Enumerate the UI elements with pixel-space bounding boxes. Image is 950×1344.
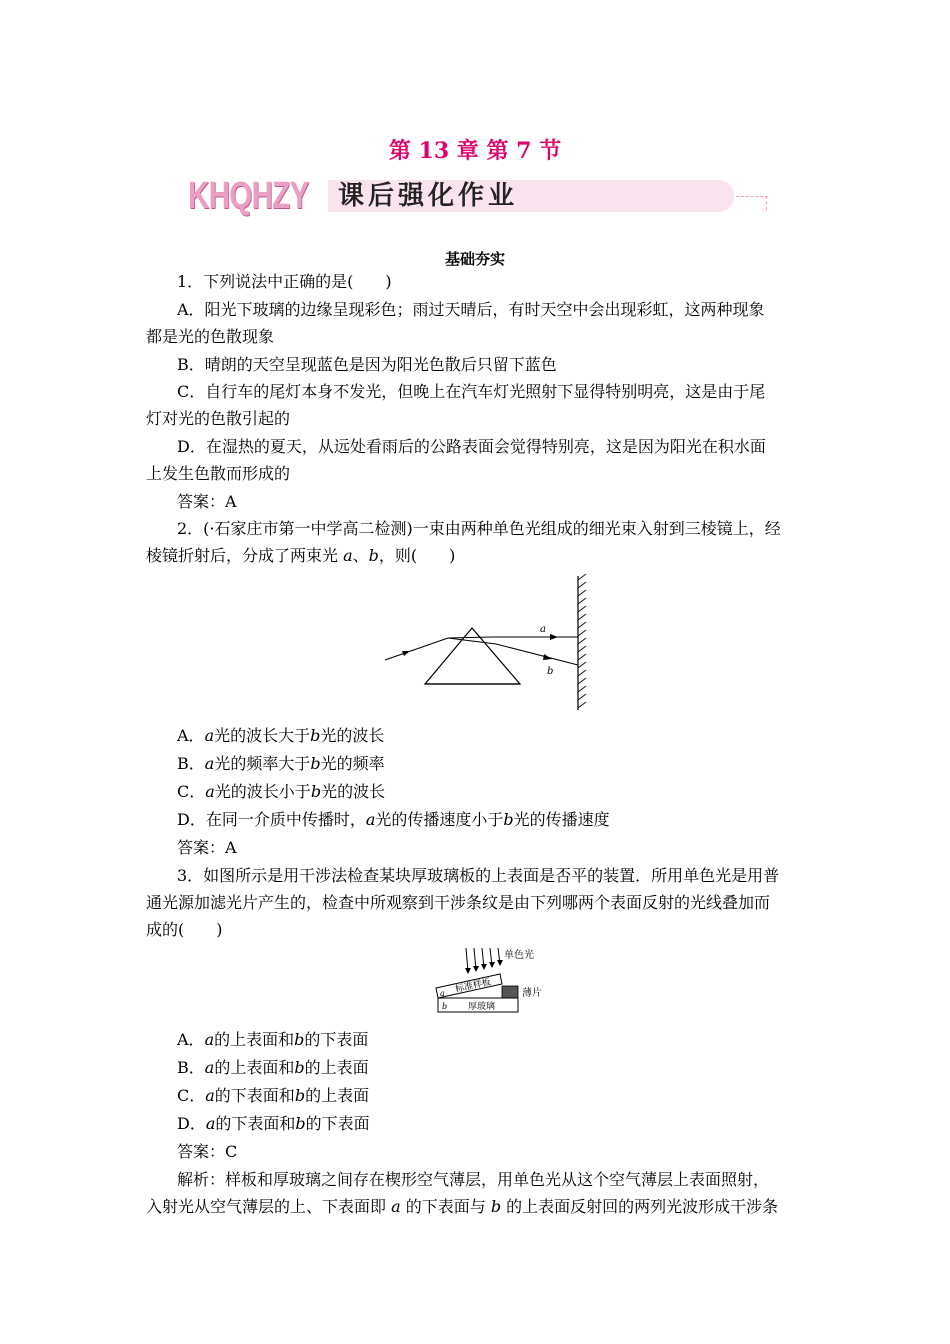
page-title: 第 13 章 第 7 节: [388, 138, 562, 164]
q2-answer: 答案：A: [177, 838, 237, 857]
ray-b-arrow: [543, 654, 552, 660]
q2-stem: 2．(·石家庄市第一中学高二检测)一束由两种单色光组成的细光束入射到三棱镜上，经: [177, 519, 781, 538]
q2-stem-sep: 、: [352, 546, 369, 565]
fig-sample-label: 标准样板: [454, 977, 492, 995]
ray-inside-a: [448, 637, 492, 638]
var-b: b: [490, 1197, 502, 1216]
q1-option-d-cont: 上发生色散而形成的: [146, 464, 291, 483]
q2-option-b: [177, 754, 385, 774]
fig-light-label: 单色光: [504, 950, 534, 961]
var-b: b: [368, 546, 379, 565]
q3-stem-cont: 通光源加滤光片产生的，检查中所观察到干涉条纹是由下列哪两个表面反射的光线叠加而: [146, 893, 771, 912]
option-text: 的下表面: [305, 1114, 370, 1133]
ray-inside-b: [448, 638, 496, 644]
prism-diagram: [380, 574, 596, 714]
q3-answer: 答案：C: [177, 1142, 238, 1161]
option-text: 光的传播速度小于: [375, 810, 504, 829]
explanation-text: 的上表面反射回的两列光波形成干涉条: [501, 1197, 779, 1216]
var-b: b: [503, 810, 514, 829]
option-text: 光的传播速度: [513, 810, 610, 829]
ray-b: [496, 644, 578, 665]
var-b: b: [294, 1086, 306, 1105]
q1-option-c-cont: 灯对光的色散引起的: [146, 409, 291, 428]
var-a: a: [205, 782, 215, 801]
light-arrowheads: [465, 960, 503, 974]
option-text: 的上表面和: [214, 1058, 295, 1077]
option-text: 的下表面和: [214, 1086, 295, 1105]
option-text: 光的频率: [320, 754, 385, 773]
option-text: D．在同一介质中传播时，: [177, 810, 366, 829]
var-b: b: [294, 1030, 305, 1049]
var-b: b: [310, 754, 321, 773]
fig-shim-label: 薄片: [522, 988, 542, 999]
option-letter: D．: [177, 1114, 206, 1133]
option-letter: C．: [177, 782, 206, 801]
incident-ray: [385, 638, 448, 660]
explanation-text: 样板和厚玻璃之间存在楔形空气薄层，用单色光从这个空气薄层上表面照射，: [225, 1170, 770, 1189]
q2-option-a: [177, 726, 384, 746]
q1-answer: 答案：A: [177, 492, 237, 511]
q1-option-a-cont: 都是光的色散现象: [146, 327, 275, 346]
q1-option-c: C．自行车的尾灯本身不发光，但晚上在汽车灯光照射下显得特别明亮，这是由于尾: [177, 382, 766, 401]
banner-logo: KHQHZY: [188, 175, 309, 217]
screen-hatching: [578, 574, 586, 708]
var-a: a: [205, 1114, 216, 1133]
var-b: b: [295, 1114, 306, 1133]
light-arrows: [466, 948, 500, 972]
fig-glass-label: 厚玻璃: [468, 1002, 496, 1012]
option-text: 光的频率大于: [214, 754, 311, 773]
option-text: 光的波长小于: [214, 782, 311, 801]
section-heading: 基础夯实: [444, 250, 505, 268]
option-letter: A．: [177, 726, 205, 745]
option-letter: B．: [177, 754, 205, 773]
q2-stem-tail: ，则( ): [378, 546, 456, 565]
option-text: 光的波长大于: [214, 726, 311, 745]
var-a: a: [365, 810, 376, 829]
q1-option-d: D．在湿热的夏天，从远处看雨后的公路表面会觉得特别亮，这是因为阳光在积水面: [177, 437, 766, 456]
q3-explanation-cont: [146, 1197, 778, 1217]
var-a: a: [204, 1058, 215, 1077]
q2-option-c: [177, 782, 385, 802]
q3-explanation: [177, 1170, 769, 1190]
var-a: a: [391, 1197, 401, 1216]
option-text: 的下表面和: [215, 1114, 296, 1133]
q3-option-c: [177, 1086, 369, 1106]
var-a: a: [204, 726, 215, 745]
option-text: 的上表面: [305, 1086, 370, 1105]
explanation-text: 入射光从空气薄层的上、下表面即: [146, 1197, 392, 1216]
fig-label-a: a: [540, 624, 546, 635]
option-text: 的上表面和: [214, 1030, 295, 1049]
q3-stem-cont2: 成的( ): [146, 920, 223, 939]
banner-dash: [736, 196, 768, 197]
option-letter: B．: [177, 1058, 205, 1077]
banner-dash-down: [766, 196, 767, 210]
q3-stem: 3．如图所示是用干涉法检查某块厚玻璃板的上表面是否平的装置．所用单色光是用普: [177, 866, 780, 885]
q2-stem-text: 棱镜折射后，分成了两束光: [146, 546, 344, 565]
var-a: a: [343, 546, 353, 565]
option-text: 的上表面: [304, 1058, 369, 1077]
var-a: a: [204, 754, 215, 773]
incident-arrow: [402, 651, 410, 656]
option-letter: A．: [177, 1030, 205, 1049]
fig-b-label: b: [442, 1002, 448, 1011]
banner-subtitle: 课后强化作业: [338, 181, 519, 211]
q1-stem: 1．下列说法中正确的是( ): [177, 272, 392, 291]
interference-diagram: [434, 946, 554, 1018]
option-text: 的下表面: [304, 1030, 369, 1049]
var-a: a: [204, 1030, 215, 1049]
explanation-text: 的下表面与: [400, 1197, 491, 1216]
homework-banner: [188, 176, 768, 220]
shim: [502, 986, 518, 998]
option-text: 光的波长: [320, 726, 385, 745]
q3-option-d: [177, 1114, 370, 1134]
q1-option-b: B．晴朗的天空呈现蓝色是因为阳光色散后只留下蓝色: [177, 355, 557, 374]
option-text: 光的波长: [321, 782, 386, 801]
q3-option-a: [177, 1030, 368, 1050]
prism: [425, 628, 520, 684]
var-a: a: [205, 1086, 215, 1105]
option-letter: C．: [177, 1086, 206, 1105]
q2-stem-cont: [146, 546, 455, 566]
q3-option-b: [177, 1058, 369, 1078]
var-b: b: [310, 726, 321, 745]
q1-option-a: A．阳光下玻璃的边缘呈现彩色；雨过天晴后，有时天空中会出现彩虹，这两种现象: [177, 300, 765, 319]
var-b: b: [310, 782, 322, 801]
fig-label-b: b: [547, 666, 554, 677]
ray-a-arrow: [550, 634, 558, 640]
var-b: b: [294, 1058, 305, 1077]
q2-option-d: [177, 810, 610, 830]
fig-a-label: a: [440, 989, 445, 998]
explanation-label: 解析：: [177, 1170, 226, 1189]
